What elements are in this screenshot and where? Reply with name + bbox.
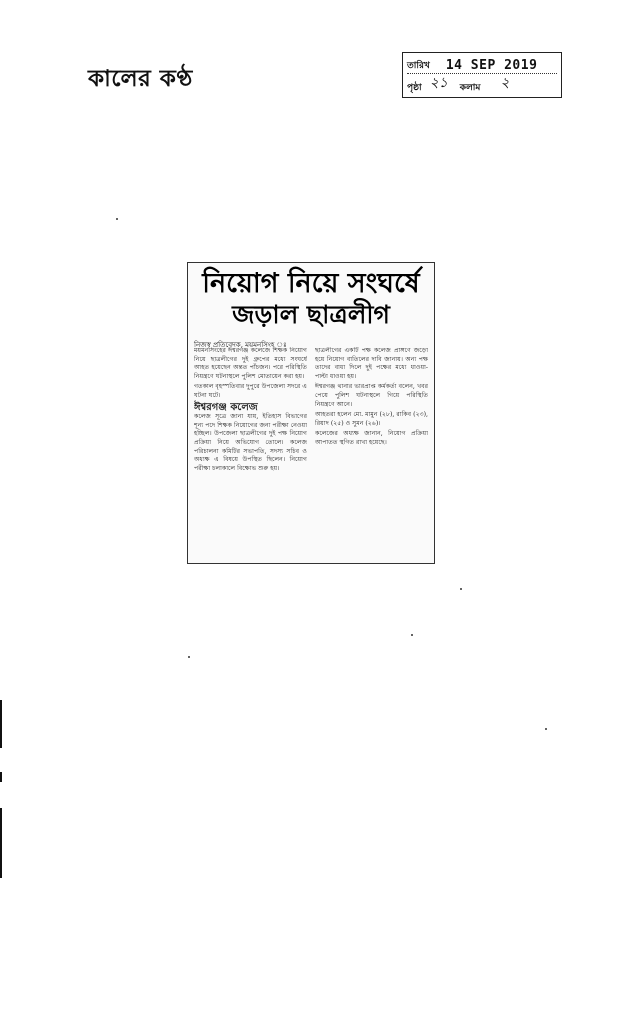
stamp-date-value: 14 SEP 2019 xyxy=(445,58,538,73)
scan-edge-mark xyxy=(0,700,2,748)
scan-speck xyxy=(545,728,547,730)
paragraph: আহতরা হলেন মো. মামুন (২৮), রাকিব (২৩), রিয়াদ (২৫) ও সুমন (২৬)। xyxy=(315,411,428,427)
archive-stamp xyxy=(402,52,562,98)
headline-line-1: নিয়োগ নিয়ে সংঘর্ষে xyxy=(202,268,420,299)
scan-speck xyxy=(116,218,118,220)
stamp-column-value: ২ xyxy=(500,75,510,91)
stamp-page-label: পৃষ্ঠা xyxy=(407,83,422,93)
newspaper-masthead: কালের কণ্ঠ xyxy=(88,66,193,92)
subheading: ঈশ্বরগঞ্জ কলেজ xyxy=(194,401,258,413)
paragraph: কলেজের অধ্যক্ষ জানান, নিয়োগ প্রক্রিয়া আপাতত স্থগিত রাখা হয়েছে। xyxy=(315,430,428,446)
scan-speck xyxy=(460,588,462,590)
stamp-column-label: কলাম xyxy=(459,83,481,93)
stamp-page-value: ২১ xyxy=(429,75,448,91)
scan-speck xyxy=(411,634,413,636)
byline: নিজস্ব প্রতিবেদক, ময়মনসিংহ ঃ xyxy=(194,341,287,349)
article-body xyxy=(194,347,428,559)
article-column-left xyxy=(194,347,307,559)
stamp-page-row xyxy=(407,77,557,95)
paragraph: কলেজ সূত্রে জানা যায়, ইতিহাস বিভাগের শূন্য পদে শিক্ষক নিয়োগের জন্য পরীক্ষা নেওয়া হচ্ছিল। উপজেলা ছাত্রলীগের দুই পক্ষ নিয়োগ প্রক্রিয়া নিয়ে অভিযোগ তোলে। কলেজ পরিচালনা কমিটির সভাপতি, সদস্য সচিব ও অধ্যক্ষ এ বিষয়ে উপস্থিত ছিলেন। নিয়োগ পরীক্ষা চলাকালে বিক্ষোভ শুরু হয়। xyxy=(194,413,307,472)
headline-line-2: জড়াল ছাত্রলীগ xyxy=(232,300,390,330)
scan-edge-mark xyxy=(0,772,2,782)
stamp-date-label: তারিখ xyxy=(407,61,430,71)
article-column-right xyxy=(315,347,428,559)
paragraph: ছাত্রলীগের একটি পক্ষ কলেজ প্রাঙ্গণে জড়ো হয়ে নিয়োগ বাতিলের দাবি জানায়। অন্য পক্ষ তাদের বাধা দিলে দুই পক্ষের মধ্যে ধাওয়া-পাল্টা ধাওয়া হয়। xyxy=(315,347,428,380)
paragraph: গতকাল বৃহস্পতিবার দুপুরে উপজেলা সদরে এ ঘটনা ঘটে। xyxy=(194,383,307,399)
news-clipping xyxy=(187,262,435,564)
scan-speck xyxy=(188,656,190,658)
paragraph: ময়মনসিংহের ঈশ্বরগঞ্জ কলেজে শিক্ষক নিয়োগ নিয়ে ছাত্রলীগের দুই গ্রুপের মধ্যে সংঘর্ষে আহত হয়েছেন অন্তত পাঁচজন। পরে পরিস্থিতি নিয়ন্ত্রণে ঘটনাস্থলে পুলিশ মোতায়েন করা হয়। xyxy=(194,347,307,380)
paragraph: ঈশ্বরগঞ্জ থানার ভারপ্রাপ্ত কর্মকর্তা বলেন, খবর পেয়ে পুলিশ ঘটনাস্থলে গিয়ে পরিস্থিতি নিয়ন্ত্রণে আনে। xyxy=(315,383,428,408)
scan-edge-mark xyxy=(0,808,2,878)
